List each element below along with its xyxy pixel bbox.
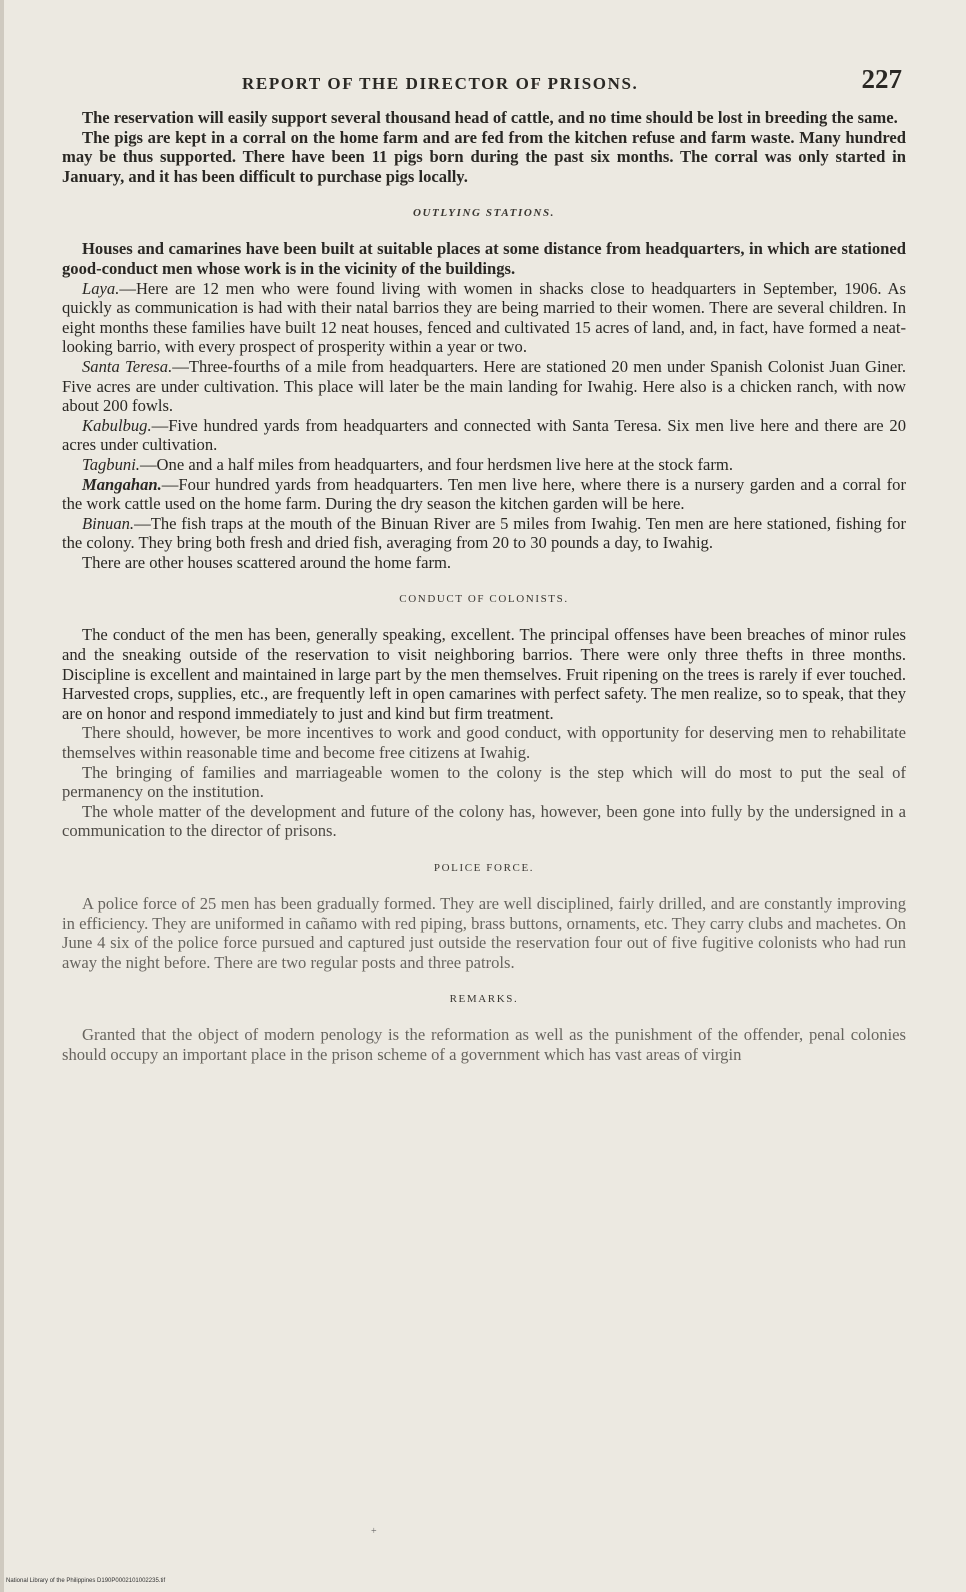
page-number: 227 bbox=[861, 64, 902, 94]
scan-edge bbox=[0, 0, 4, 1592]
station-text: —Five hundred yards from headquarters and connected with Santa Teresa. Six men live here and there are 20 acres under cultivation. bbox=[62, 415, 906, 455]
police-paragraph: A police force of 25 men has been gradually formed. They are well disciplined, fairly drilled, and are constantly improving in efficiency. They are uniformed in cañamo with red piping, brass buttons, ornaments, etc. They carry clubs and machetes. On June 4 six of the police force pursued and captured just outside the reservation four out of five fugitive colonists who had run away the night before. There are two regular posts and three patrols. bbox=[62, 894, 906, 972]
station-text: —One and a half miles from headquarters, and four herdsmen live here at the stock farm. bbox=[139, 454, 733, 474]
outlying-closing-paragraph: There are other houses scattered around the home farm. bbox=[82, 552, 452, 572]
station-paragraph-kabulbug bbox=[62, 416, 906, 455]
remarks-paragraph: Granted that the object of modern penology is the reformation as well as the punishment of the offender, penal colonies should occupy an important place in the prison scheme of a government which has vast areas of virgin bbox=[62, 1025, 906, 1064]
station-name: Tagbuni. bbox=[82, 454, 140, 474]
station-name: Laya. bbox=[82, 278, 120, 298]
conduct-paragraph: The bringing of families and marriageable women to the colony is the step which will do most to put the seal of permanency on the institution. bbox=[62, 762, 906, 802]
station-paragraph-laya bbox=[62, 279, 906, 357]
footer-credit: National Library of the Philippines D190P0002101002235.tif bbox=[6, 1578, 166, 1584]
section-heading-outlying: OUTLYING STATIONS. bbox=[412, 207, 556, 220]
station-name: Mangahan. bbox=[82, 474, 162, 494]
conduct-paragraph: The conduct of the men has been, generally speaking, excellent. The principal offenses have been breaches of minor rules and the sneaking outside of the reservation to visit neighboring barrios. There were only three thefts in three months. Discipline is excellent and maintained in large part by the men themselves. Fruit ripening on the trees is rarely if ever touched. Harvested crops, supplies, etc., are frequently left in open camarines with perfect safety. The men realize, so to speak, that they are on honor and respond immediately to just and kind but firm treatment. bbox=[62, 625, 906, 723]
intro-paragraph-cattle: The reservation will easily support several thousand head of cattle, and no time should be lost in breeding the same. bbox=[82, 108, 898, 127]
document-page bbox=[62, 64, 906, 1065]
footer-mark: + bbox=[371, 1526, 377, 1537]
station-text: —Here are 12 men who were found living with women in shacks close to headquarters in September, 1906. As quickly as communication is had with their natal barrios they are being married to their women. There are several children. In eight months these families have built 12 neat houses, fenced and cultivated 15 acres of land, and, in fact, have formed a neat-looking barrio, with every prospect of prosperity within a year or two. bbox=[62, 278, 906, 357]
section-heading-remarks: REMARKS. bbox=[449, 993, 519, 1006]
station-name: Santa Teresa. bbox=[82, 356, 173, 376]
conduct-paragraph: There should, however, be more incentives to work and good conduct, with opportunity for deserving men to rehabilitate themselves within reasonable time and become free citizens at Iwahig. bbox=[62, 723, 906, 763]
station-paragraph-binuan bbox=[62, 514, 906, 553]
station-text: —Three-fourths of a mile from headquarters. Here are stationed 20 men under Spanish Colonist Juan Giner. Five acres are under cultivation. This place will later be the main landing for Iwahig. Here also is a chicken ranch, with now about 200 fowls. bbox=[62, 356, 906, 416]
running-head: REPORT OF THE DIRECTOR OF PRISONS. bbox=[242, 74, 639, 93]
station-name: Binuan. bbox=[82, 513, 135, 533]
station-paragraph-mangahan bbox=[62, 475, 906, 514]
station-paragraph-santa-teresa bbox=[62, 357, 906, 416]
section-heading-conduct: CONDUCT OF COLONISTS. bbox=[399, 593, 569, 606]
page-header bbox=[62, 64, 906, 108]
station-text: —The fish traps at the mouth of the Binuan River are 5 miles from Iwahig. Ten men are here stationed, fishing for the colony. They bring both fresh and dried fish, averaging from 20 to 30 pounds a day, to Iwahig. bbox=[62, 513, 906, 553]
station-name: Kabulbug. bbox=[82, 415, 152, 435]
station-paragraph-tagbuni bbox=[62, 455, 906, 475]
section-heading-police: POLICE FORCE. bbox=[433, 862, 535, 874]
conduct-paragraph: The whole matter of the development and future of the colony has, however, been gone into fully by the undersigned in a communication to the director of prisons. bbox=[62, 801, 906, 841]
station-text: —Four hundred yards from headquarters. Ten men live here, where there is a nursery garden and a corral for the work cattle used on the home farm. During the dry season the kitchen garden will be here. bbox=[62, 474, 906, 514]
intro-paragraph-pigs: The pigs are kept in a corral on the home farm and are fed from the kitchen refuse and farm waste. Many hundred may be thus supported. There have been 11 pigs born during the past six months. The corral was only started in January, and it has been difficult to purchase pigs locally. bbox=[62, 127, 906, 186]
outlying-intro-paragraph: Houses and camarines have been built at suitable places at some distance from headquarters, in which are stationed good-conduct men whose work is in the vicinity of the buildings. bbox=[62, 239, 906, 278]
